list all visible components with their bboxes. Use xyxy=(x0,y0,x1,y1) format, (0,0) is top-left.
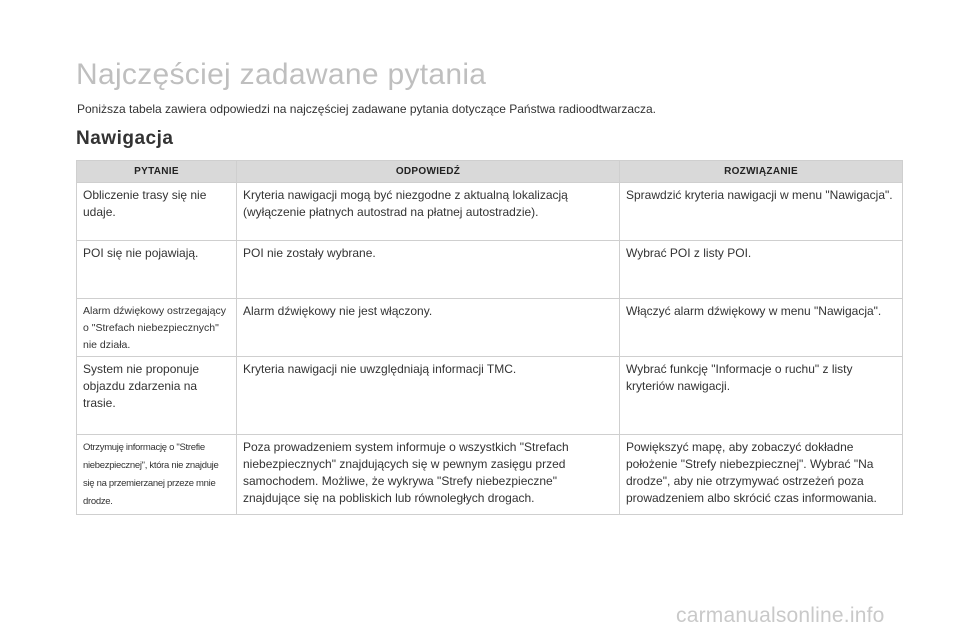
answer-cell: POI nie zostały wybrane. xyxy=(237,241,620,299)
question-cell: POI się nie pojawiają. xyxy=(77,241,237,299)
solution-cell: Sprawdzić kryteria nawigacji w menu "Nawigacja". xyxy=(620,183,903,241)
watermark: carmanualsonline.info xyxy=(676,604,885,627)
table-row xyxy=(77,183,903,241)
solution-cell: Wybrać POI z listy POI. xyxy=(620,241,903,299)
table-row xyxy=(77,299,903,357)
question-cell: Obliczenie trasy się nie udaje. xyxy=(77,183,237,241)
faq-table xyxy=(76,160,903,515)
solution-cell: Wybrać funkcję "Informacje o ruchu" z listy kryteriów nawigacji. xyxy=(620,357,903,435)
answer-cell: Kryteria nawigacji nie uwzględniają informacji TMC. xyxy=(237,357,620,435)
header-solution: ROZWIĄZANIE xyxy=(620,161,903,183)
intro-text: Poniższa tabela zawiera odpowiedzi na najczęściej zadawane pytania dotyczące Państwa radioodtwarzacza. xyxy=(77,102,656,116)
answer-cell: Poza prowadzeniem system informuje o wszystkich "Strefach niebezpiecznych" znajdujących się w pewnym zasięgu przed samochodem. Możliwe, że wykrywa "Strefy niebezpieczne" znajdujące się na pobliskich lub równoległych drogach. xyxy=(237,435,620,515)
question-cell: Alarm dźwiękowy ostrzegający o "Strefach niebezpiecznych" nie działa. xyxy=(77,299,237,357)
solution-cell: Włączyć alarm dźwiękowy w menu "Nawigacja". xyxy=(620,299,903,357)
answer-cell: Kryteria nawigacji mogą być niezgodne z aktualną lokalizacją (wyłączenie płatnych autostrad na płatnej autostradzie). xyxy=(237,183,620,241)
table-row xyxy=(77,357,903,435)
header-question: PYTANIE xyxy=(77,161,237,183)
table-row xyxy=(77,435,903,515)
answer-cell: Alarm dźwiękowy nie jest włączony. xyxy=(237,299,620,357)
section-title: Nawigacja xyxy=(76,128,174,149)
question-cell: System nie proponuje objazdu zdarzenia na trasie. xyxy=(77,357,237,435)
question-cell: Otrzymuję informację o "Strefie niebezpiecznej", która nie znajduje się na przemierzanej przeze mnie drodze. xyxy=(77,435,237,515)
table-header-row xyxy=(77,161,903,183)
header-answer: ODPOWIEDŹ xyxy=(237,161,620,183)
table-row xyxy=(77,241,903,299)
solution-cell: Powiększyć mapę, aby zobaczyć dokładne położenie "Strefy niebezpiecznej". Wybrać "Na drodze", aby nie otrzymywać ostrzeżeń poza prowadzeniem albo skrócić czas informowania. xyxy=(620,435,903,515)
page-title: Najczęściej zadawane pytania xyxy=(76,58,487,91)
